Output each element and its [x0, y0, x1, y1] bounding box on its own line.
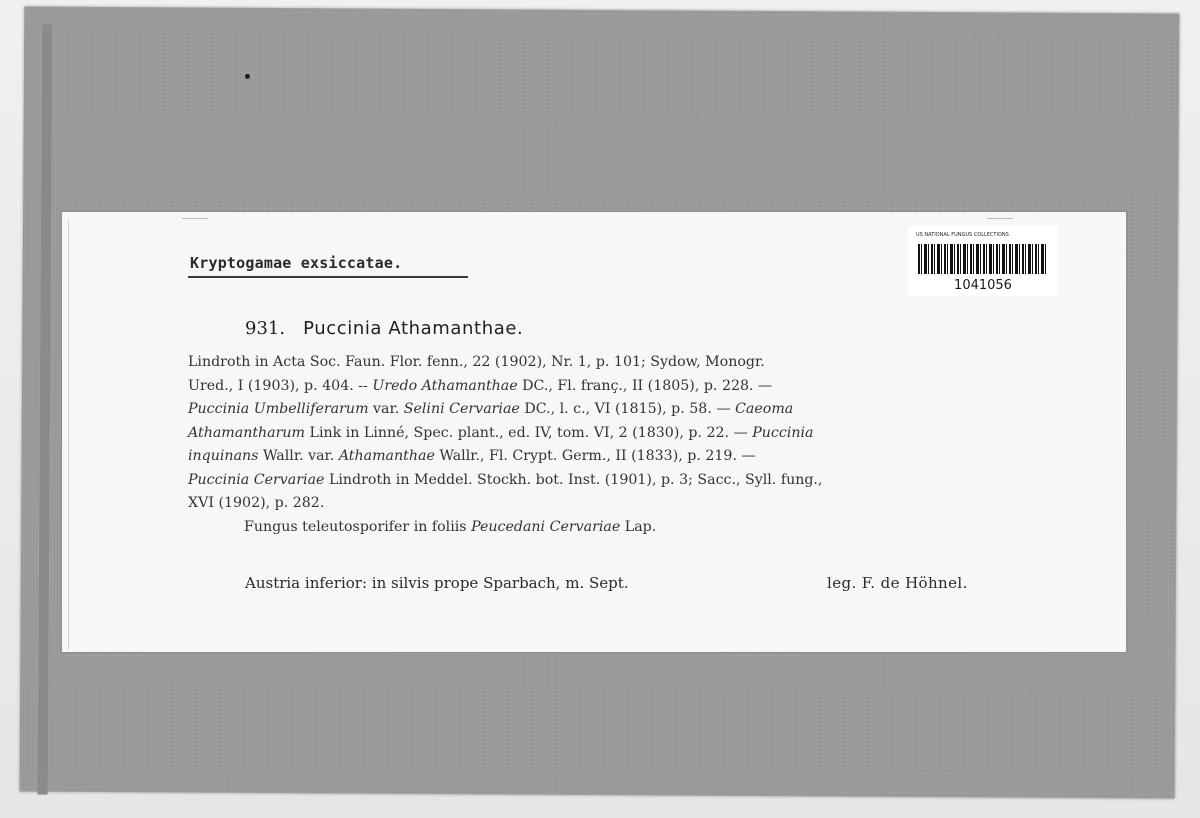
- citation-italic-run: Athamantharum: [188, 424, 306, 441]
- citation-line: [188, 516, 1038, 540]
- citation-line: [188, 351, 1038, 375]
- citation-line: [188, 445, 1038, 469]
- citation-italic-run: Caeoma: [735, 401, 794, 417]
- species-name: Puccinia Athamanthae.: [303, 318, 524, 339]
- label-border-line: [68, 220, 69, 650]
- citation-run: DC., l. c., VI (1815), p. 58. —: [519, 401, 736, 417]
- citation-run: Link in Linné, Spec. plant., ed. IV, tom. VI, 2 (1830), p. 22. —: [305, 424, 753, 441]
- citation-line: [188, 422, 1038, 446]
- citation-run: Ured., I (1903), p. 404. --: [188, 377, 373, 394]
- barcode-number: 1041056: [954, 278, 1012, 293]
- citation-italic-run: inquinans: [188, 448, 259, 464]
- collector-text: leg. F. de Höhnel.: [827, 574, 968, 592]
- barcode-sticker: [908, 226, 1058, 296]
- series-title: Kryptogamae exsiccatae.: [190, 254, 403, 272]
- series-title-underline: [188, 276, 468, 278]
- barcode-collection-name: US NATIONAL FUNGUS COLLECTIONS: [916, 232, 1009, 238]
- citation-run: Lindroth in Meddel. Stockh. bot. Inst. (1901), p. 3; Sacc., Syll. fung.,: [324, 471, 823, 488]
- citation-italic-run: Selini Cervariae: [403, 401, 520, 417]
- packet-fold-edge: [38, 25, 53, 795]
- citation-line: [188, 375, 1038, 399]
- citation-run: XVI (1902), p. 282.: [188, 495, 325, 511]
- citation-italic-run: Uredo Athamanthae: [372, 377, 518, 394]
- citation-run: DC., Fl. franç., II (1805), p. 228. —: [517, 377, 773, 394]
- citation-line: [188, 398, 1038, 422]
- citation-line: [188, 492, 1038, 516]
- citation-block: [188, 351, 1038, 539]
- citation-line: [188, 469, 1038, 493]
- label-trim-mark: [987, 218, 1013, 219]
- citation-run: Lindroth in Acta Soc. Faun. Flor. fenn., 22 (1902), Nr. 1, p. 101; Sydow, Monogr.: [188, 354, 765, 370]
- citation-italic-run: Athamanthae: [338, 448, 435, 464]
- citation-italic-run: Puccinia Umbelliferarum: [188, 401, 369, 417]
- citation-run: Wallr., Fl. Crypt. Germ., II (1833), p. 219. —: [434, 448, 756, 464]
- locality-text: Austria inferior: in silvis prope Sparbach, m. Sept.: [245, 574, 629, 592]
- citation-run: var.: [368, 401, 404, 417]
- entry-number: 931.: [245, 318, 286, 339]
- citation-run: Wallr. var.: [258, 448, 339, 464]
- citation-run: Fungus teleutosporifer in foliis: [244, 518, 472, 535]
- citation-run: Lap.: [620, 518, 657, 535]
- barcode-icon: [918, 244, 1048, 274]
- specimen-label: [62, 212, 1126, 652]
- citation-italic-run: Puccinia: [752, 424, 814, 441]
- entry-heading: [245, 318, 523, 339]
- citation-italic-run: Puccinia Cervariae: [188, 471, 325, 488]
- citation-italic-run: Peucedani Cervariae: [471, 518, 621, 535]
- pin-hole: [245, 74, 250, 79]
- collection-data-row: [245, 574, 1025, 598]
- label-trim-mark: [182, 218, 208, 219]
